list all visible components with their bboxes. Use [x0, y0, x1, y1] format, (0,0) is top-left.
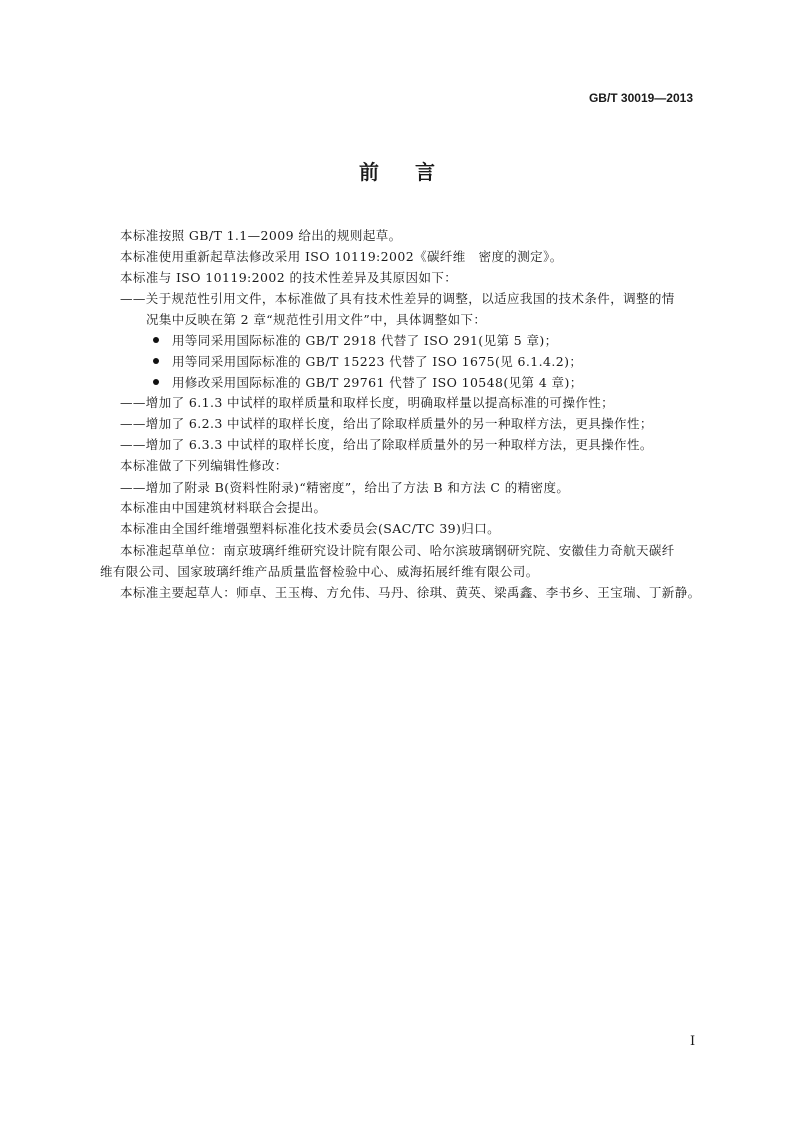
- body-line-change-6-2-3: ——增加了 6.2.3 中试样的取样长度，给出了除取样质量外的另一种取样方法，更具操作性；: [120, 416, 653, 431]
- body-line-drafting-units-cont: 维有限公司、国家玻璃纤维产品质量监督检验中心、威海拓展纤维有限公司。: [100, 564, 539, 579]
- body-line-proposer: 本标准由中国建筑材料联合会提出。: [120, 500, 327, 515]
- body-line-adoption: 本标准使用重新起草法修改采用 ISO 10119:2002《碳纤维 密度的测定》。: [120, 249, 563, 264]
- body-line-technical-committee: 本标准由全国纤维增强塑料标准化技术委员会(SAC/TC 39)归口。: [120, 521, 501, 536]
- standard-number-header: GB/T 30019—2013: [588, 91, 693, 105]
- bullet-item-text: 用修改采用国际标准的 GB/T 29761 代替了 ISO 10548(见第 4 章)；: [172, 375, 583, 390]
- body-line-change-6-1-3: ——增加了 6.1.3 中试样的取样质量和取样长度，明确取样量以提高标准的可操作性；: [120, 395, 615, 410]
- page-number: I: [690, 1034, 696, 1049]
- bullet-icon: [153, 379, 159, 385]
- body-line-normative-references: ——关于规范性引用文件，本标准做了具有技术性差异的调整，以适应我国的技术条件，调整的情: [120, 291, 675, 306]
- bullet-icon: [153, 337, 159, 343]
- body-line-drafting-units: 本标准起草单位：南京玻璃纤维研究设计院有限公司、哈尔滨玻璃钢研究院、安徽佳力奇航天碳纤: [120, 543, 675, 558]
- body-line-differences-intro: 本标准与 ISO 10119:2002 的技术性差异及其原因如下：: [120, 270, 458, 285]
- bullet-item-text: 用等同采用国际标准的 GB/T 15223 代替了 ISO 1675(见 6.1.4.2)；: [172, 354, 583, 369]
- body-line-drafters: 本标准主要起草人：师卓、王玉梅、方允伟、马丹、徐琪、黄英、梁禹鑫、李书乡、王宝瑞、丁新静。: [120, 585, 701, 600]
- bullet-item: [172, 372, 583, 393]
- foreword-title: 前言: [359, 160, 471, 184]
- bullet-item: [172, 351, 582, 372]
- body-line-drafting-rules: 本标准按照 GB/T 1.1—2009 给出的规则起草。: [120, 228, 402, 243]
- bullet-item: [172, 330, 558, 351]
- bullet-icon: [153, 358, 159, 364]
- body-line-change-6-3-3: ——增加了 6.3.3 中试样的取样长度，给出了除取样质量外的另一种取样方法，更具操作性。: [120, 437, 653, 452]
- body-line-editorial-intro: 本标准做了下列编辑性修改：: [120, 458, 288, 473]
- bullet-item-text: 用等同采用国际标准的 GB/T 2918 代替了 ISO 291(见第 5 章)；: [172, 333, 558, 348]
- body-line-normative-references-cont: 况集中反映在第 2 章“规范性引用文件”中，具体调整如下：: [146, 312, 487, 327]
- body-line-annex-b: ——增加了附录 B(资料性附录)“精密度”，给出了方法 B 和方法 C 的精密度。: [120, 480, 570, 495]
